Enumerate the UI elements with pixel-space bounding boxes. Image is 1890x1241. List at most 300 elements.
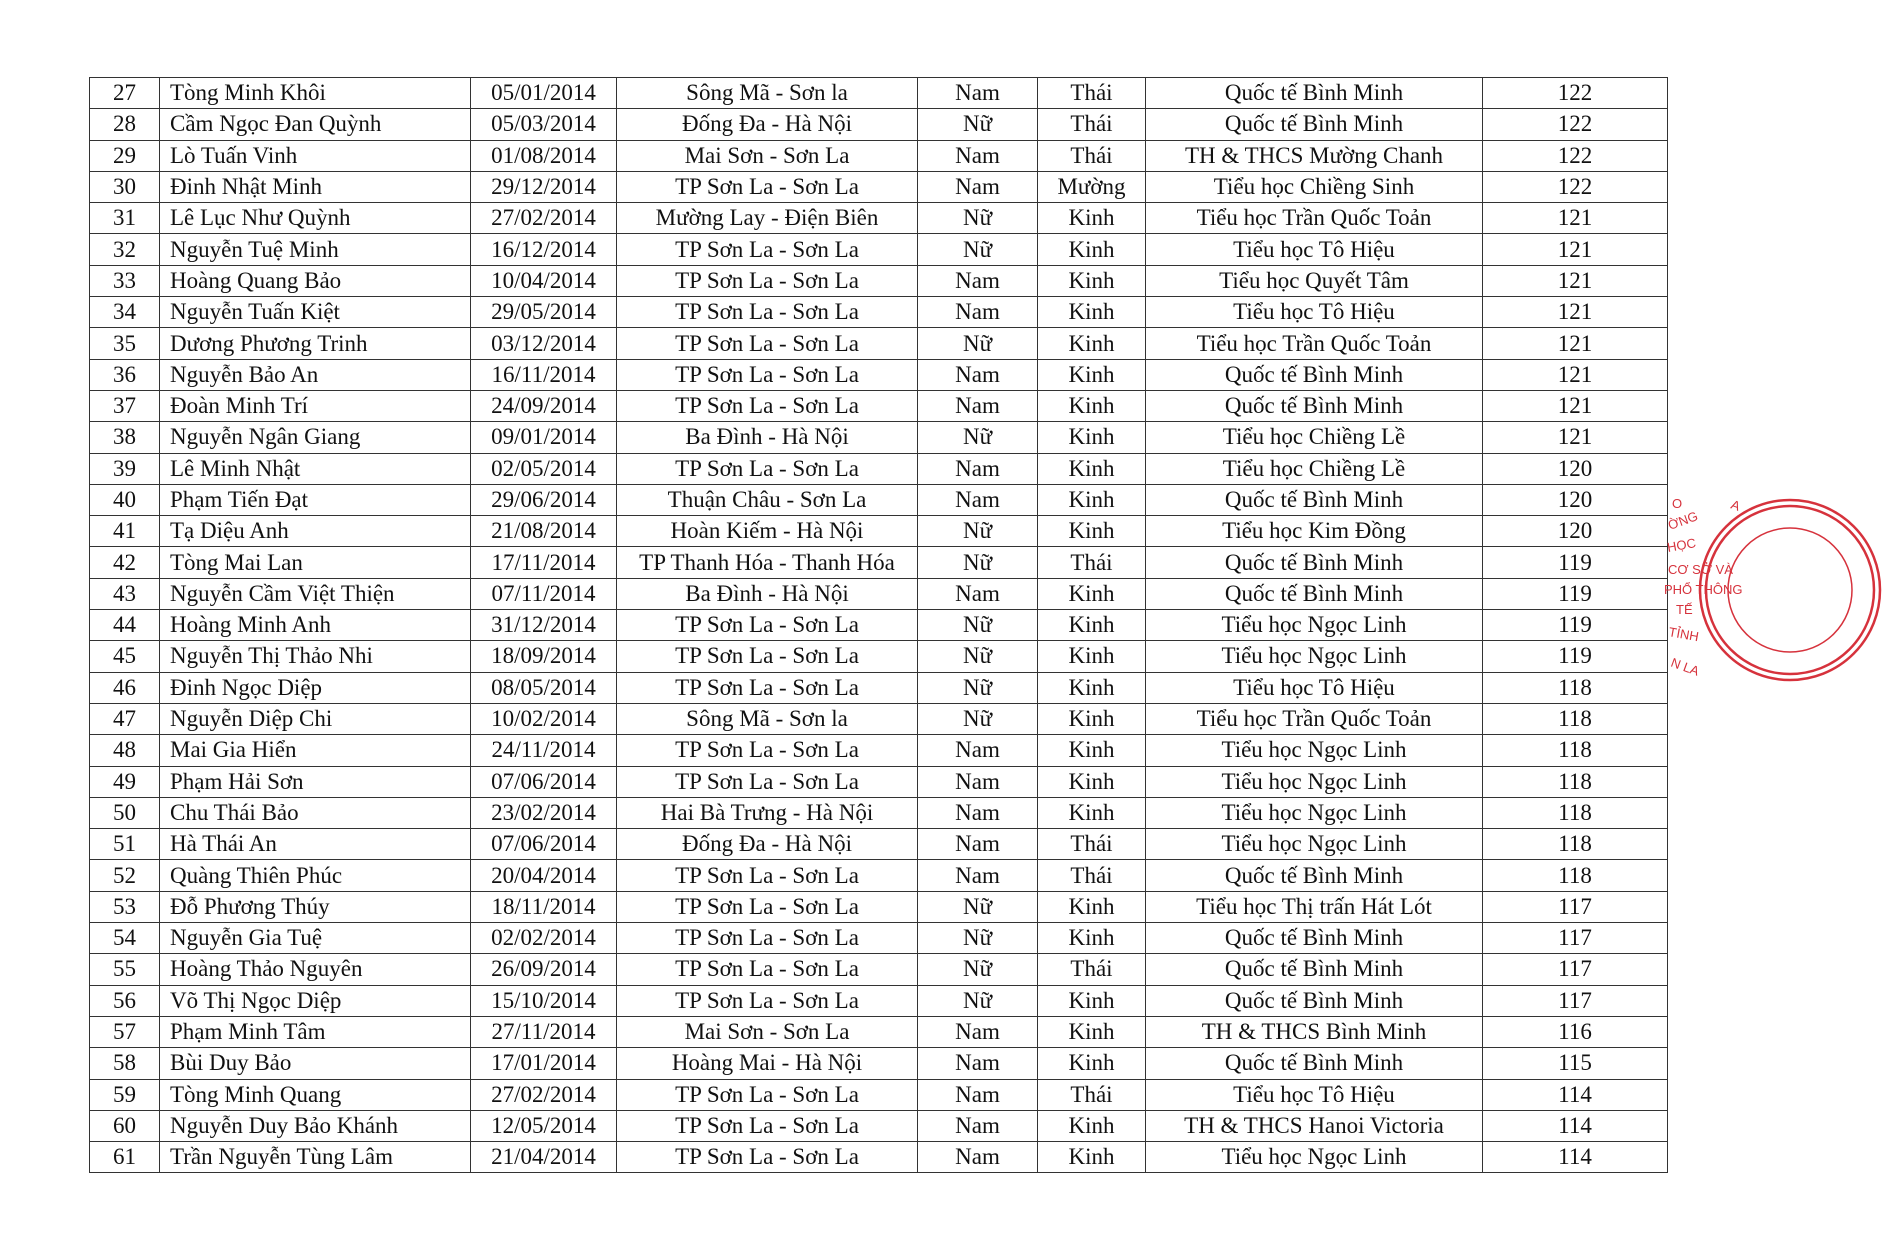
cell-school: Quốc tế Bình Minh [1146,954,1483,985]
cell-birthplace: Ba Đình - Hà Nội [617,422,918,453]
cell-school: Tiểu học Trần Quốc Toản [1146,203,1483,234]
cell-gender: Nữ [918,954,1038,985]
seal-text: ỜNG [1665,508,1700,533]
table-row [90,1079,1668,1110]
cell-dob: 16/11/2014 [471,359,617,390]
cell-school: Tiểu học Quyết Tâm [1146,265,1483,296]
cell-birthplace: TP Thanh Hóa - Thanh Hóa [617,547,918,578]
cell-score: 121 [1483,328,1668,359]
cell-ethnicity: Kinh [1038,1110,1146,1141]
cell-birthplace: Đống Đa - Hà Nội [617,109,918,140]
cell-gender: Nữ [918,422,1038,453]
cell-dob: 12/05/2014 [471,1110,617,1141]
cell-birthplace: TP Sơn La - Sơn La [617,265,918,296]
cell-dob: 21/04/2014 [471,1142,617,1173]
cell-stt: 46 [90,672,160,703]
cell-score: 119 [1483,641,1668,672]
cell-gender: Nam [918,140,1038,171]
cell-name: Phạm Hải Sơn [160,766,471,797]
cell-name: Quàng Thiên Phúc [160,860,471,891]
cell-school: Tiểu học Trần Quốc Toản [1146,328,1483,359]
cell-birthplace: TP Sơn La - Sơn La [617,860,918,891]
cell-score: 122 [1483,109,1668,140]
cell-stt: 48 [90,735,160,766]
cell-ethnicity: Kinh [1038,390,1146,421]
cell-gender: Nam [918,1016,1038,1047]
cell-score: 121 [1483,390,1668,421]
cell-name: Nguyễn Thị Thảo Nhi [160,641,471,672]
table-row [90,860,1668,891]
table-row [90,359,1668,390]
cell-birthplace: Ba Đình - Hà Nội [617,578,918,609]
cell-ethnicity: Thái [1038,78,1146,109]
cell-gender: Nam [918,578,1038,609]
table-row [90,1110,1668,1141]
cell-dob: 18/09/2014 [471,641,617,672]
cell-stt: 33 [90,265,160,296]
table-row [90,1048,1668,1079]
cell-birthplace: TP Sơn La - Sơn La [617,610,918,641]
cell-name: Nguyễn Duy Bảo Khánh [160,1110,471,1141]
cell-score: 118 [1483,829,1668,860]
cell-stt: 60 [90,1110,160,1141]
cell-school: Tiểu học Ngọc Linh [1146,1142,1483,1173]
cell-score: 121 [1483,265,1668,296]
cell-dob: 18/11/2014 [471,891,617,922]
cell-score: 120 [1483,484,1668,515]
cell-score: 117 [1483,891,1668,922]
cell-gender: Nam [918,359,1038,390]
cell-stt: 53 [90,891,160,922]
cell-birthplace: Mường Lay - Điện Biên [617,203,918,234]
cell-name: Bùi Duy Bảo [160,1048,471,1079]
table-row [90,578,1668,609]
cell-score: 119 [1483,610,1668,641]
seal-text: HỌC [1665,535,1697,555]
cell-stt: 36 [90,359,160,390]
cell-stt: 37 [90,390,160,421]
cell-name: Lê Minh Nhật [160,453,471,484]
cell-ethnicity: Kinh [1038,453,1146,484]
cell-name: Trần Nguyễn Tùng Lâm [160,1142,471,1173]
cell-birthplace: Thuận Châu - Sơn La [617,484,918,515]
cell-ethnicity: Kinh [1038,297,1146,328]
cell-stt: 30 [90,171,160,202]
cell-name: Tòng Mai Lan [160,547,471,578]
cell-dob: 17/01/2014 [471,1048,617,1079]
cell-birthplace: Sông Mã - Sơn la [617,78,918,109]
cell-score: 121 [1483,359,1668,390]
cell-birthplace: TP Sơn La - Sơn La [617,297,918,328]
cell-gender: Nữ [918,516,1038,547]
cell-score: 120 [1483,516,1668,547]
cell-stt: 52 [90,860,160,891]
cell-birthplace: TP Sơn La - Sơn La [617,954,918,985]
cell-school: Tiểu học Ngọc Linh [1146,610,1483,641]
cell-school: Tiểu học Chiềng Lề [1146,453,1483,484]
table-row [90,985,1668,1016]
cell-name: Đỗ Phương Thúy [160,891,471,922]
cell-school: Quốc tế Bình Minh [1146,359,1483,390]
cell-ethnicity: Kinh [1038,265,1146,296]
table-row [90,203,1668,234]
seal-text: TẾ [1676,602,1693,617]
cell-ethnicity: Kinh [1038,1142,1146,1173]
cell-school: Quốc tế Bình Minh [1146,547,1483,578]
cell-school: TH & THCS Hanoi Victoria [1146,1110,1483,1141]
cell-score: 118 [1483,703,1668,734]
cell-gender: Nữ [918,610,1038,641]
cell-ethnicity: Kinh [1038,234,1146,265]
cell-school: Quốc tế Bình Minh [1146,390,1483,421]
cell-birthplace: Mai Sơn - Sơn La [617,140,918,171]
cell-name: Lê Lục Như Quỳnh [160,203,471,234]
cell-stt: 55 [90,954,160,985]
table-row [90,797,1668,828]
cell-dob: 16/12/2014 [471,234,617,265]
cell-ethnicity: Kinh [1038,641,1146,672]
cell-ethnicity: Thái [1038,1079,1146,1110]
cell-stt: 39 [90,453,160,484]
cell-ethnicity: Kinh [1038,578,1146,609]
cell-birthplace: TP Sơn La - Sơn La [617,891,918,922]
cell-name: Hoàng Minh Anh [160,610,471,641]
cell-dob: 26/09/2014 [471,954,617,985]
cell-school: Tiểu học Ngọc Linh [1146,797,1483,828]
cell-birthplace: TP Sơn La - Sơn La [617,766,918,797]
cell-gender: Nam [918,265,1038,296]
seal-text: CƠ SỞ VÀ [1668,562,1733,577]
cell-name: Nguyễn Diệp Chi [160,703,471,734]
cell-score: 121 [1483,422,1668,453]
cell-dob: 01/08/2014 [471,140,617,171]
table-row [90,610,1668,641]
red-seal-icon [1664,490,1890,690]
cell-gender: Nữ [918,923,1038,954]
cell-ethnicity: Thái [1038,860,1146,891]
cell-score: 118 [1483,735,1668,766]
cell-gender: Nữ [918,328,1038,359]
seal-text: N LA [1668,654,1702,679]
cell-name: Nguyễn Gia Tuệ [160,923,471,954]
cell-stt: 61 [90,1142,160,1173]
cell-gender: Nam [918,735,1038,766]
cell-score: 117 [1483,954,1668,985]
cell-dob: 03/12/2014 [471,328,617,359]
cell-stt: 38 [90,422,160,453]
cell-birthplace: Hoàng Mai - Hà Nội [617,1048,918,1079]
cell-gender: Nam [918,453,1038,484]
cell-dob: 05/03/2014 [471,109,617,140]
table-row [90,516,1668,547]
cell-stt: 51 [90,829,160,860]
cell-gender: Nữ [918,891,1038,922]
cell-school: Tiểu học Thị trấn Hát Lót [1146,891,1483,922]
table-row [90,672,1668,703]
cell-dob: 09/01/2014 [471,422,617,453]
table-row [90,140,1668,171]
cell-dob: 29/06/2014 [471,484,617,515]
cell-school: Tiểu học Trần Quốc Toản [1146,703,1483,734]
cell-score: 122 [1483,171,1668,202]
cell-stt: 42 [90,547,160,578]
cell-school: Tiểu học Ngọc Linh [1146,641,1483,672]
cell-birthplace: Mai Sơn - Sơn La [617,1016,918,1047]
cell-score: 121 [1483,234,1668,265]
cell-ethnicity: Kinh [1038,516,1146,547]
cell-ethnicity: Kinh [1038,359,1146,390]
table-row [90,735,1668,766]
cell-birthplace: TP Sơn La - Sơn La [617,641,918,672]
cell-name: Nguyễn Cầm Việt Thiện [160,578,471,609]
table-row [90,109,1668,140]
cell-dob: 27/02/2014 [471,203,617,234]
cell-gender: Nam [918,766,1038,797]
cell-name: Nguyễn Tuấn Kiệt [160,297,471,328]
cell-name: Chu Thái Bảo [160,797,471,828]
cell-birthplace: Hoàn Kiếm - Hà Nội [617,516,918,547]
cell-gender: Nam [918,860,1038,891]
cell-birthplace: TP Sơn La - Sơn La [617,1142,918,1173]
cell-school: Tiểu học Chiềng Lề [1146,422,1483,453]
cell-score: 114 [1483,1110,1668,1141]
cell-dob: 23/02/2014 [471,797,617,828]
cell-name: Đinh Nhật Minh [160,171,471,202]
seal-text: TỈNH [1667,624,1700,645]
cell-ethnicity: Kinh [1038,610,1146,641]
cell-dob: 10/04/2014 [471,265,617,296]
cell-school: Tiểu học Ngọc Linh [1146,766,1483,797]
cell-ethnicity: Kinh [1038,735,1146,766]
cell-ethnicity: Kinh [1038,985,1146,1016]
cell-dob: 21/08/2014 [471,516,617,547]
cell-dob: 02/02/2014 [471,923,617,954]
cell-score: 118 [1483,860,1668,891]
cell-birthplace: TP Sơn La - Sơn La [617,171,918,202]
cell-name: Phạm Minh Tâm [160,1016,471,1047]
cell-stt: 50 [90,797,160,828]
cell-stt: 59 [90,1079,160,1110]
table-body [90,78,1668,1173]
cell-gender: Nam [918,1079,1038,1110]
cell-birthplace: TP Sơn La - Sơn La [617,672,918,703]
table-row [90,78,1668,109]
cell-ethnicity: Kinh [1038,923,1146,954]
cell-dob: 24/09/2014 [471,390,617,421]
cell-birthplace: Đống Đa - Hà Nội [617,829,918,860]
cell-dob: 17/11/2014 [471,547,617,578]
cell-school: TH & THCS Mường Chanh [1146,140,1483,171]
cell-birthplace: TP Sơn La - Sơn La [617,234,918,265]
cell-school: Tiểu học Chiềng Sinh [1146,171,1483,202]
cell-birthplace: Hai Bà Trưng - Hà Nội [617,797,918,828]
cell-name: Đoàn Minh Trí [160,390,471,421]
cell-gender: Nam [918,78,1038,109]
cell-ethnicity: Kinh [1038,1016,1146,1047]
table-row [90,891,1668,922]
cell-gender: Nữ [918,641,1038,672]
cell-score: 117 [1483,985,1668,1016]
cell-name: Nguyễn Ngân Giang [160,422,471,453]
cell-score: 117 [1483,923,1668,954]
cell-score: 119 [1483,578,1668,609]
cell-name: Hoàng Thảo Nguyên [160,954,471,985]
cell-stt: 45 [90,641,160,672]
table-row [90,829,1668,860]
cell-school: Tiểu học Tô Hiệu [1146,297,1483,328]
cell-school: Tiểu học Tô Hiệu [1146,672,1483,703]
cell-ethnicity: Kinh [1038,703,1146,734]
cell-gender: Nam [918,297,1038,328]
cell-birthplace: TP Sơn La - Sơn La [617,390,918,421]
cell-ethnicity: Thái [1038,109,1146,140]
cell-birthplace: TP Sơn La - Sơn La [617,359,918,390]
cell-score: 122 [1483,140,1668,171]
cell-name: Tòng Minh Khôi [160,78,471,109]
cell-ethnicity: Kinh [1038,484,1146,515]
cell-name: Tạ Diệu Anh [160,516,471,547]
cell-school: Tiểu học Ngọc Linh [1146,829,1483,860]
cell-gender: Nam [918,1110,1038,1141]
cell-gender: Nữ [918,203,1038,234]
cell-school: Quốc tế Bình Minh [1146,78,1483,109]
seal-text: PHỔ THÔNG [1664,582,1743,597]
cell-gender: Nam [918,390,1038,421]
cell-name: Cầm Ngọc Đan Quỳnh [160,109,471,140]
cell-gender: Nữ [918,109,1038,140]
cell-name: Đinh Ngọc Diệp [160,672,471,703]
cell-birthplace: TP Sơn La - Sơn La [617,1110,918,1141]
cell-dob: 02/05/2014 [471,453,617,484]
cell-stt: 58 [90,1048,160,1079]
cell-stt: 43 [90,578,160,609]
cell-stt: 34 [90,297,160,328]
cell-stt: 47 [90,703,160,734]
table-row [90,453,1668,484]
cell-gender: Nam [918,1142,1038,1173]
cell-stt: 40 [90,484,160,515]
table-row [90,954,1668,985]
cell-name: Phạm Tiến Đạt [160,484,471,515]
cell-gender: Nữ [918,985,1038,1016]
table-row [90,923,1668,954]
cell-gender: Nữ [918,234,1038,265]
cell-name: Dương Phương Trinh [160,328,471,359]
cell-birthplace: TP Sơn La - Sơn La [617,453,918,484]
cell-dob: 07/06/2014 [471,829,617,860]
cell-stt: 57 [90,1016,160,1047]
cell-dob: 15/10/2014 [471,985,617,1016]
cell-score: 116 [1483,1016,1668,1047]
cell-dob: 10/02/2014 [471,703,617,734]
table-row [90,766,1668,797]
cell-name: Hà Thái An [160,829,471,860]
cell-stt: 27 [90,78,160,109]
cell-birthplace: TP Sơn La - Sơn La [617,923,918,954]
cell-score: 120 [1483,453,1668,484]
cell-school: TH & THCS Bình Minh [1146,1016,1483,1047]
cell-dob: 24/11/2014 [471,735,617,766]
cell-gender: Nam [918,484,1038,515]
table-row [90,484,1668,515]
cell-dob: 29/12/2014 [471,171,617,202]
cell-dob: 29/05/2014 [471,297,617,328]
table-row [90,328,1668,359]
cell-dob: 07/06/2014 [471,766,617,797]
cell-gender: Nữ [918,547,1038,578]
cell-school: Tiểu học Tô Hiệu [1146,234,1483,265]
table-row [90,171,1668,202]
cell-school: Quốc tế Bình Minh [1146,860,1483,891]
cell-name: Tòng Minh Quang [160,1079,471,1110]
cell-stt: 49 [90,766,160,797]
cell-gender: Nữ [918,703,1038,734]
table-row [90,390,1668,421]
cell-stt: 35 [90,328,160,359]
cell-gender: Nam [918,797,1038,828]
cell-stt: 41 [90,516,160,547]
cell-ethnicity: Kinh [1038,672,1146,703]
cell-gender: Nam [918,829,1038,860]
table-row [90,641,1668,672]
cell-school: Quốc tế Bình Minh [1146,484,1483,515]
cell-dob: 08/05/2014 [471,672,617,703]
cell-gender: Nam [918,1048,1038,1079]
cell-school: Quốc tế Bình Minh [1146,1048,1483,1079]
cell-score: 121 [1483,297,1668,328]
cell-ethnicity: Thái [1038,954,1146,985]
cell-school: Quốc tế Bình Minh [1146,578,1483,609]
cell-school: Tiểu học Ngọc Linh [1146,735,1483,766]
table-row [90,1016,1668,1047]
cell-dob: 27/11/2014 [471,1016,617,1047]
cell-ethnicity: Kinh [1038,797,1146,828]
cell-dob: 31/12/2014 [471,610,617,641]
table-row [90,234,1668,265]
cell-stt: 31 [90,203,160,234]
cell-gender: Nữ [918,672,1038,703]
cell-gender: Nam [918,171,1038,202]
seal-text: O [1672,496,1683,511]
cell-score: 119 [1483,547,1668,578]
cell-score: 122 [1483,78,1668,109]
cell-stt: 54 [90,923,160,954]
cell-score: 118 [1483,797,1668,828]
cell-school: Quốc tế Bình Minh [1146,985,1483,1016]
cell-birthplace: TP Sơn La - Sơn La [617,328,918,359]
seal-text: A [1728,496,1743,514]
table-row [90,547,1668,578]
cell-name: Hoàng Quang Bảo [160,265,471,296]
cell-name: Lò Tuấn Vinh [160,140,471,171]
cell-name: Võ Thị Ngọc Diệp [160,985,471,1016]
cell-school: Quốc tế Bình Minh [1146,109,1483,140]
cell-ethnicity: Mường [1038,171,1146,202]
cell-ethnicity: Thái [1038,547,1146,578]
cell-stt: 29 [90,140,160,171]
cell-score: 115 [1483,1048,1668,1079]
cell-stt: 28 [90,109,160,140]
cell-birthplace: TP Sơn La - Sơn La [617,985,918,1016]
cell-dob: 05/01/2014 [471,78,617,109]
cell-ethnicity: Kinh [1038,766,1146,797]
cell-stt: 44 [90,610,160,641]
cell-dob: 20/04/2014 [471,860,617,891]
cell-score: 121 [1483,203,1668,234]
cell-ethnicity: Kinh [1038,422,1146,453]
cell-stt: 32 [90,234,160,265]
cell-name: Mai Gia Hiển [160,735,471,766]
